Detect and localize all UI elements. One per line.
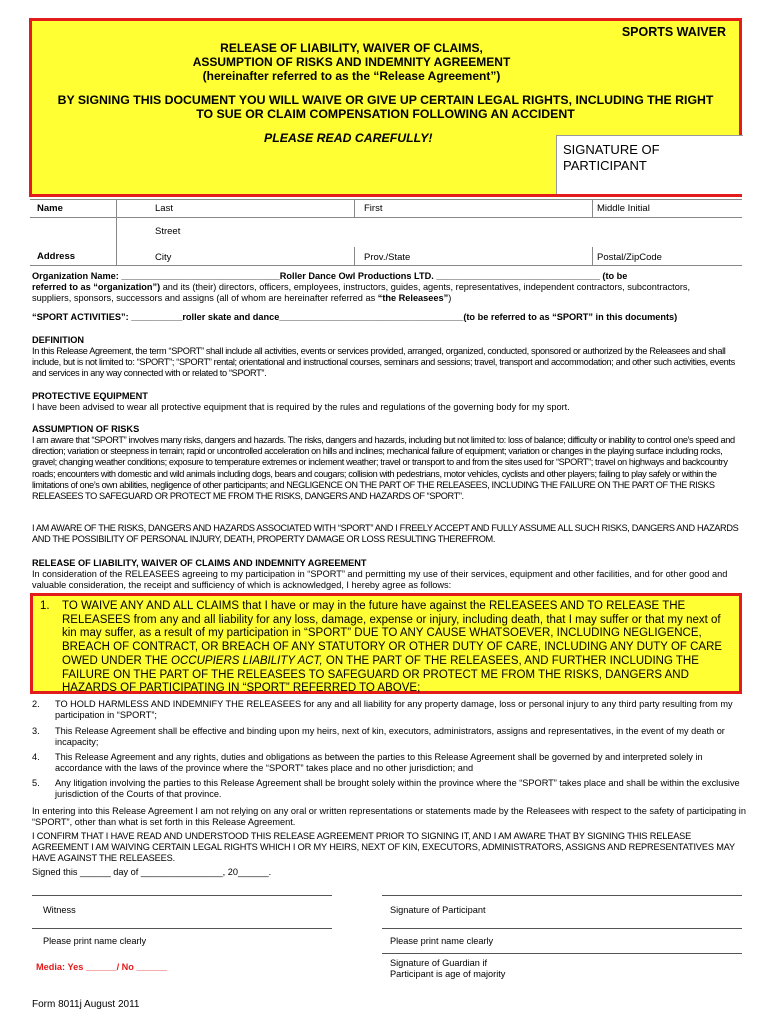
- legal-rights-warning: [32, 93, 739, 121]
- street-field[interactable]: Street: [155, 226, 181, 237]
- organization-clause: Organization Name: _______________________________Roller Dance Owl Productions LTD. ________________________________ (to be referred to as “organization”) and its (their) directors, officers, employees, instructors, guides, agents, representatives, independent contractors, subcontractors, suppliers, sponsors, successors and assigns (all of whom are hereinafter referred as “the Releasees”): [32, 271, 691, 304]
- releasees-list: and its (their) directors, officers, employees, instructors, guides, agents, representatives, independent contractors, subcontractors,: [160, 282, 691, 293]
- item-number: 4.: [32, 752, 40, 762]
- address-label: Address: [37, 251, 76, 262]
- item-1-text-b: ON THE PART OF THE RELEASEES, AND FURTHER INCLUDING THE FAILURE ON THE PART OF THE RELEASEES TO SAFEGUARD OR PROTECT ME FROM THE RISKS, DANGERS AND HAZARDS OF PARTICIPATING IN “SPORT” REFERRED TO ABOVE;: [62, 654, 699, 695]
- city-field[interactable]: City: [155, 252, 172, 263]
- grid-line: [30, 265, 742, 266]
- media-yes-label: Media: Yes: [36, 962, 84, 972]
- waiver-header: [29, 18, 742, 197]
- signed-this-label: Signed this: [32, 867, 78, 877]
- year-field[interactable]: ______: [237, 867, 269, 877]
- title-line-3: (hereinafter referred to as the “Release Agreement”): [202, 69, 501, 83]
- guardian-signature-line[interactable]: [382, 953, 742, 954]
- release-heading: RELEASE OF LIABILITY, WAIVER OF CLAIMS AND INDEMNITY AGREEMENT: [32, 558, 367, 568]
- warning-line-2: TO SUE OR CLAIM COMPENSATION FOLLOWING AN ACCIDENT: [196, 107, 575, 121]
- sport-activities-value[interactable]: roller skate and dance: [182, 312, 280, 322]
- item-text: TO HOLD HARMLESS AND INDEMNIFY THE RELEASEES for any and all liability for any property damage, loss or personal injury to any third party resulting from my participation in “SPORT”;: [55, 699, 733, 721]
- title-line-1: RELEASE OF LIABILITY, WAIVER OF CLAIMS,: [220, 41, 483, 55]
- sports-waiver-label: SPORTS WAIVER: [621, 25, 726, 39]
- waive-claims-box: [30, 593, 742, 694]
- print-name-right-label: Please print name clearly: [390, 936, 494, 946]
- participant-signature-box[interactable]: [556, 135, 743, 194]
- sport-activities-label: “SPORT ACTIVITIES”:: [32, 312, 129, 322]
- closing-paren: ): [448, 293, 452, 304]
- signature-label-line-1: SIGNATURE OF: [563, 142, 660, 157]
- grid-line: [116, 199, 117, 265]
- item-text: Any litigation involving the parties to this Release Agreement shall be brought solely within the province where the “SPORT” takes place and shall be within the exclusive jurisdiction of the Courts of that province.: [55, 778, 740, 800]
- first-name-field[interactable]: First: [364, 203, 383, 214]
- print-name-left-label: Please print name clearly: [43, 936, 147, 946]
- release-intro: In consideration of the RELEASEES agreeing to my participation in “SPORT” and permitting my use of their services, equipment and other facilities, and for other good and valuable consideration, the receipt and sufficiency of which is acknowledged, I hereby agree as follows:: [32, 569, 728, 591]
- protective-equipment-heading: PROTECTIVE EQUIPMENT: [32, 391, 148, 401]
- witness-signature-line[interactable]: [32, 895, 332, 896]
- media-no-field[interactable]: ______: [136, 962, 168, 972]
- item-text: This Release Agreement shall be effective and binding upon my heirs, next of kin, executors, administrators, assigns and representatives, in the event of my death or incapacity;: [55, 726, 725, 748]
- assumption-aware-text: I AM AWARE OF THE RISKS, DANGERS AND HAZARDS ASSOCIATED WITH “SPORT” AND I FREELY ACCEPT AND FULLY ASSUME ALL SUCH RISKS, DANGERS AND HAZARDS AND THE POSSIBILITY OF PERSONAL INJURY, DEATH, PROPERTY DAMAGE OR LOSS RESULTING THEREFROM.: [32, 523, 739, 545]
- media-no-label: / No: [116, 962, 134, 972]
- witness-name-line[interactable]: [32, 928, 332, 929]
- grid-line: [30, 199, 742, 200]
- participant-name-line[interactable]: [382, 928, 742, 929]
- prov-state-field[interactable]: Prov./State: [364, 252, 411, 263]
- month-field[interactable]: ________________: [140, 867, 223, 877]
- item-1-text-a: TO WAIVE ANY AND ALL CLAIMS that I have or may in the future have against the RELEASEES AND TO RELEASE THE RELEASEES from any and all liability for any loss, damage, expense or injury, including death, that I may suffer or that my next of kin may suffer, as a result of my participation in “SPORT” DUE TO ANY CAUSE WHATSOEVER, INCLUDING NEGLIGENCE, BREACH OF CONTRACT, OR BREACH OF ANY STATUTORY OR OTHER DUTY OF CARE, INCLUDING ANY DUTY OF CARE OWED UNDER THE: [62, 600, 723, 667]
- grid-line: [354, 199, 355, 217]
- witness-label: Witness: [43, 905, 76, 915]
- signature-participant-label: Signature of Participant: [390, 905, 486, 915]
- guardian-line-2: Participant is age of majority: [390, 968, 506, 979]
- reliance-clause: In entering into this Release Agreement I am not relying on any oral or written representations or statements made by the Releasees with respect to the safety of participating in “SPORT”, other than what is set forth in this Release Agreement.: [32, 806, 746, 828]
- media-consent: [36, 962, 167, 972]
- grid-line: [30, 217, 742, 218]
- item-number: 5.: [32, 778, 40, 788]
- grid-line: [592, 199, 593, 217]
- item-number: 2.: [32, 699, 40, 709]
- guardian-signature-label: [390, 958, 505, 979]
- agreement-title: [32, 41, 739, 83]
- sport-activities-suffix: (to be referred to as “SPORT” in this documents): [463, 312, 678, 322]
- postal-code-field[interactable]: Postal/ZipCode: [597, 252, 662, 263]
- please-read-notice: PLEASE READ CAREFULLY!: [264, 131, 433, 145]
- year-prefix: , 20: [222, 867, 238, 877]
- signed-date-line: [32, 867, 746, 878]
- assumption-text: I am aware that “SPORT” involves many risks, dangers and hazards. The risks, dangers and hazards, including but not limited to: loss of balance; difficulty or inability to control one’s speed and direction; variation or steepness in terrain; rapid or uncontrolled acceleration on hills and inclines; mechanical failure of equipment; variation or changes in the playing surface including rocks, gravel; changing weather conditions; exposure to temperature extremes or inclement weather; travel or transport to and from the sites used for “SPORT”; travel on highways and backcountry roads; encounters with domestic and wild animals including dogs, bears and cougars; collision with pedestrians, motor vehicles, cyclists and other players; failing to play safely or within the limitations of one’s own abilities, negligence of other participants; and NEGLIGENCE ON THE PART OF THE RELEASEES, INCLUDING THE FAILURE ON THE PART OF THE RISKS RELEASEES TO SAFEGUARD OR PROTECT ME FROM THE RISKS, DANGERS AND HAZARDS OF “SPORT”.: [32, 435, 735, 502]
- signature-label-line-2: PARTICIPANT: [563, 158, 647, 173]
- occupiers-liability-act: OCCUPIERS LIABILITY ACT,: [171, 654, 323, 667]
- day-field[interactable]: ______: [80, 867, 111, 877]
- title-line-2: ASSUMPTION OF RISKS AND INDEMNITY AGREEMENT: [192, 55, 511, 69]
- sport-activities-line: “SPORT ACTIVITIES”: __________roller skate and dance____________________________________(to be referred to as “SPORT” in this documents): [32, 312, 678, 322]
- grid-line: [592, 247, 593, 265]
- grid-line: [354, 247, 355, 265]
- item-1-number: 1.: [40, 600, 50, 612]
- last-name-field[interactable]: Last: [155, 203, 173, 214]
- item-text: This Release Agreement and any rights, duties and obligations as between the parties to this Release Agreement shall be governed by and interpreted solely in accordance with the laws of the province where the “SPORT” takes place and no other jurisdiction; and: [55, 752, 703, 774]
- warning-line-1: BY SIGNING THIS DOCUMENT YOU WILL WAIVE OR GIVE UP CERTAIN LEGAL RIGHTS, INCLUDING THE RIGHT: [57, 93, 714, 107]
- day-of-label: day of: [113, 867, 139, 877]
- organization-name[interactable]: Roller Dance Owl Productions LTD.: [279, 271, 434, 281]
- definition-heading: DEFINITION: [32, 335, 85, 345]
- assumption-heading: ASSUMPTION OF RISKS: [32, 424, 140, 434]
- form-number: Form 8011j August 2011: [32, 999, 140, 1010]
- item-1-text: [62, 600, 734, 696]
- item-number: 3.: [32, 726, 40, 736]
- the-releasees-term: “the Releasees”: [377, 293, 449, 304]
- releasees-list-cont: suppliers, sponsors, successors and assigns (all of whom are hereinafter referred as: [32, 293, 378, 304]
- confirmation-clause: I CONFIRM THAT I HAVE READ AND UNDERSTOOD THIS RELEASE AGREEMENT PRIOR TO SIGNING IT, AND I AM AWARE THAT BY SIGNING THIS RELEASE AGREEMENT I AM WAIVING CERTAIN LEGAL RIGHTS WHICH I OR MY HEIRS, NEXT OF KIN, EXECUTORS, ADMINISTRATORS, ASSIGNS AND REPRESENTATIVES MAY HAVE AGAINST THE RELEASEES.: [32, 831, 735, 864]
- guardian-line-1: Signature of Guardian if: [390, 958, 488, 968]
- participant-signature-line[interactable]: [382, 895, 742, 896]
- middle-initial-field[interactable]: Middle Initial: [597, 203, 650, 214]
- protective-equipment-text: I have been advised to wear all protective equipment that is required by the rules and regulations of the governing body for my sport.: [32, 402, 570, 412]
- definition-text: In this Release Agreement, the term “SPORT” shall include all activities, events or services provided, arranged, organized, conducted, sponsored or authorized by the Releasees and shall include, but is not limited to: “SPORT”; “SPORT” rental; orientational and instructional courses, seminars and sessions; travel, transport and accommodation; and other such activities, events and services in any way connected with or related to “SPORT”.: [32, 346, 735, 379]
- period: .: [268, 867, 272, 877]
- to-be-text: (to be: [602, 271, 628, 281]
- name-label: Name: [37, 203, 63, 214]
- media-yes-field[interactable]: ______: [85, 962, 117, 972]
- referred-as-organization: referred to as “organization”): [32, 282, 161, 293]
- organization-label: Organization Name:: [32, 271, 119, 281]
